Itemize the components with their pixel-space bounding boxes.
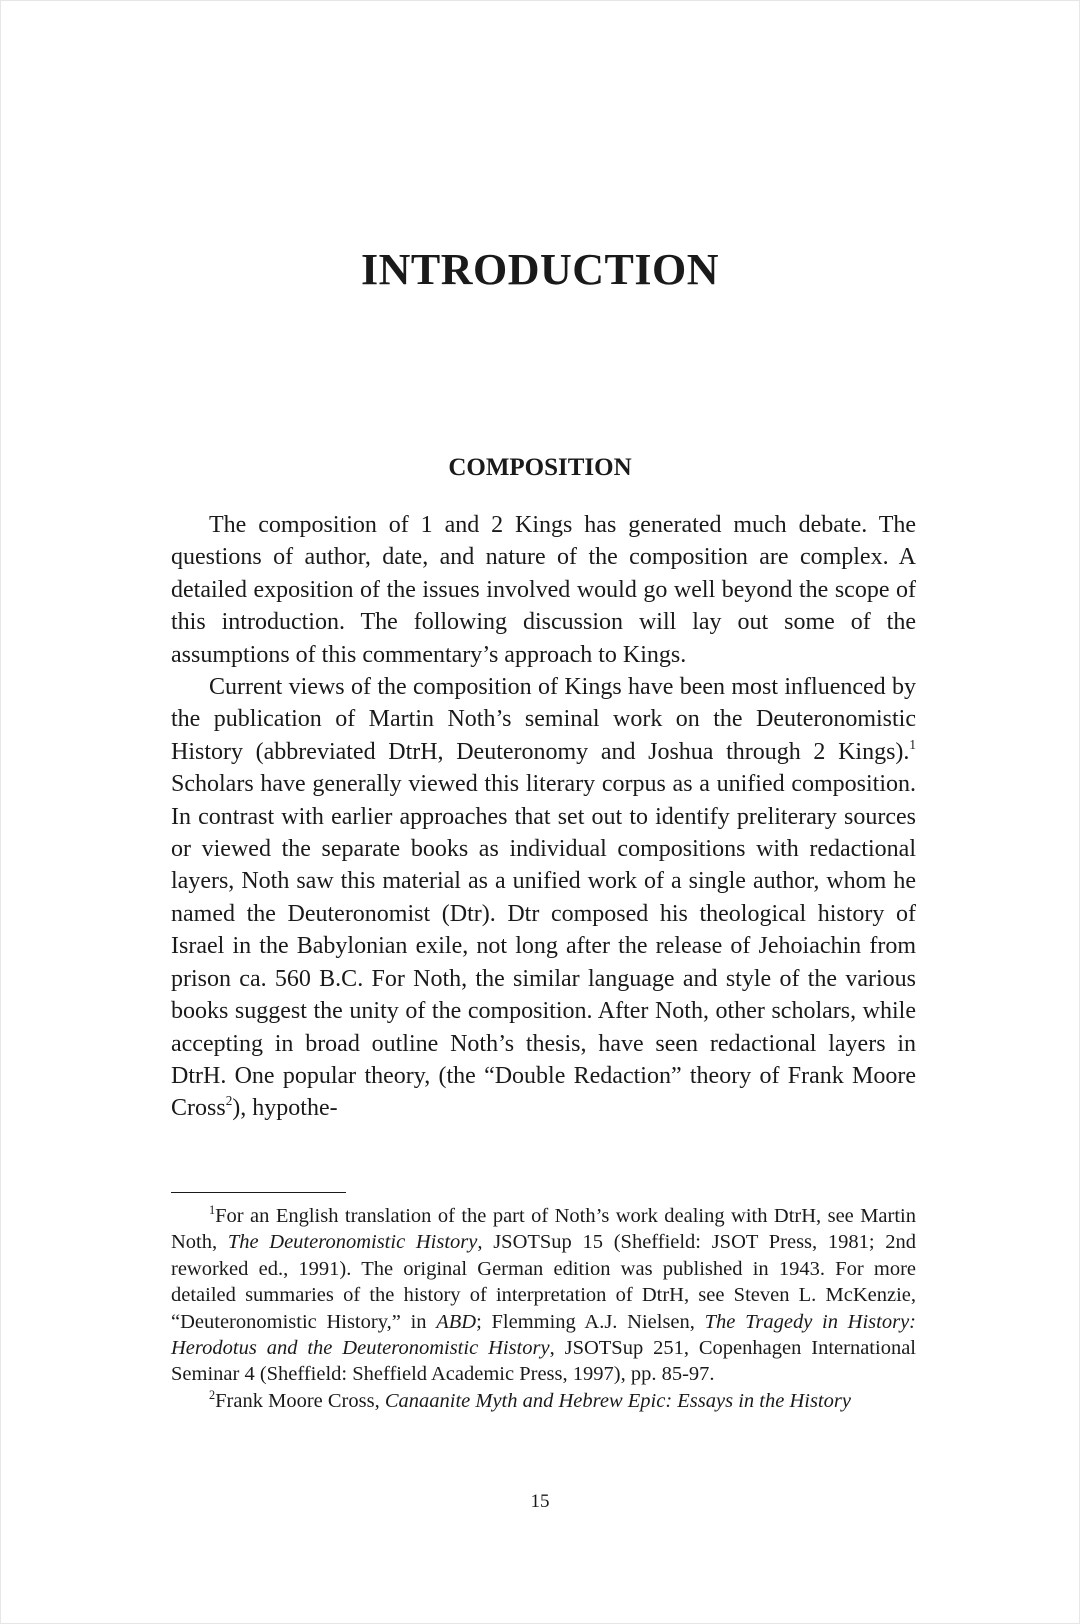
footnote-ref-2: 2 [225, 1093, 233, 1109]
chapter-title: INTRODUCTION [360, 245, 720, 294]
footnote-2 [171, 1388, 916, 1414]
footnote-1-text-c: ; Flemming A.J. Nielsen, [476, 1310, 705, 1333]
footnote-2-title-1: Canaanite Myth and Hebrew Epic: Essays in the History [384, 1389, 851, 1412]
footnote-2-text-a: Frank Moore Cross, [215, 1389, 385, 1412]
paragraph-2 [171, 671, 916, 1125]
paragraph-1: The composition of 1 and 2 Kings has generated much debate. The questions of author, date, and nature of the composition are complex. A detailed exposition of the issues involved would go well beyond the scope of this introduction. The following discussion will lay out some of the assumptions of this commentary’s approach to Kings. [171, 512, 916, 668]
paragraph-2-text-a: Current views of the composition of Kings have been most influenced by the publication of Martin Noth’s seminal work on the Deuteronomistic History (abbreviated DtrH, Deuteronomy and Joshua through 2 Kings). [171, 674, 916, 765]
footnote-1-title-3: The Tragedy in History: Herodotus and the Deuteronomistic History [171, 1310, 917, 1360]
page-number: 15 [530, 1491, 550, 1512]
footnote-1 [171, 1203, 916, 1388]
paragraph-2-text-c: ), hypothe- [232, 1095, 338, 1122]
body-text [171, 509, 916, 1125]
footnote-2-mark: 2 [209, 1387, 216, 1402]
footnote-1-text-d: , JSOTSup 251, Copenhagen International Seminar 4 (Sheffield: Sheffield Academic Press, 1997), pp. 85-97. [171, 1337, 916, 1386]
footnote-1-mark: 1 [209, 1203, 216, 1218]
footnote-divider [171, 1192, 346, 1193]
paragraph-2-text-b: Scholars have generally viewed this literary corpus as a unified composition. In contrast with earlier approaches that set out to identify preliterary sources or viewed the separate books as individual compositions with redactional layers, Noth saw this material as a unified work of a single author, whom he named the Deuteronomist (Dtr). Dtr composed his theological history of Israel in the Babylonian exile, not long after the release of Jehoiachin from prison ca. 560 B.C. For Noth, the similar language and style of the various books suggest the unity of the composition. After Noth, other scholars, while accepting in broad outline Noth’s thesis, have seen redactional layers in DtrH. One popular theory, (the “Double Redaction” theory of Frank Moore Cross [171, 771, 916, 1122]
section-title: COMPOSITION [448, 454, 632, 481]
footnotes [171, 1203, 916, 1414]
footnote-1-text-a: For an English translation of the part of Noth’s work dealing with DtrH, see Martin Noth, [171, 1205, 916, 1254]
footnote-ref-1: 1 [909, 736, 916, 752]
footnote-1-title-2: ABD [436, 1310, 477, 1333]
footnote-1-title-1: The Deuteronomistic History [227, 1231, 478, 1254]
footnote-1-text-b: , JSOTSup 15 (Sheffield: JSOT Press, 1981; 2nd reworked ed., 1991). The original German edition was published in 1943. For more detailed summaries of the history of interpretation of DtrH, see Steven L. McKenzie, “Deuteronomistic History,” in [171, 1231, 917, 1333]
